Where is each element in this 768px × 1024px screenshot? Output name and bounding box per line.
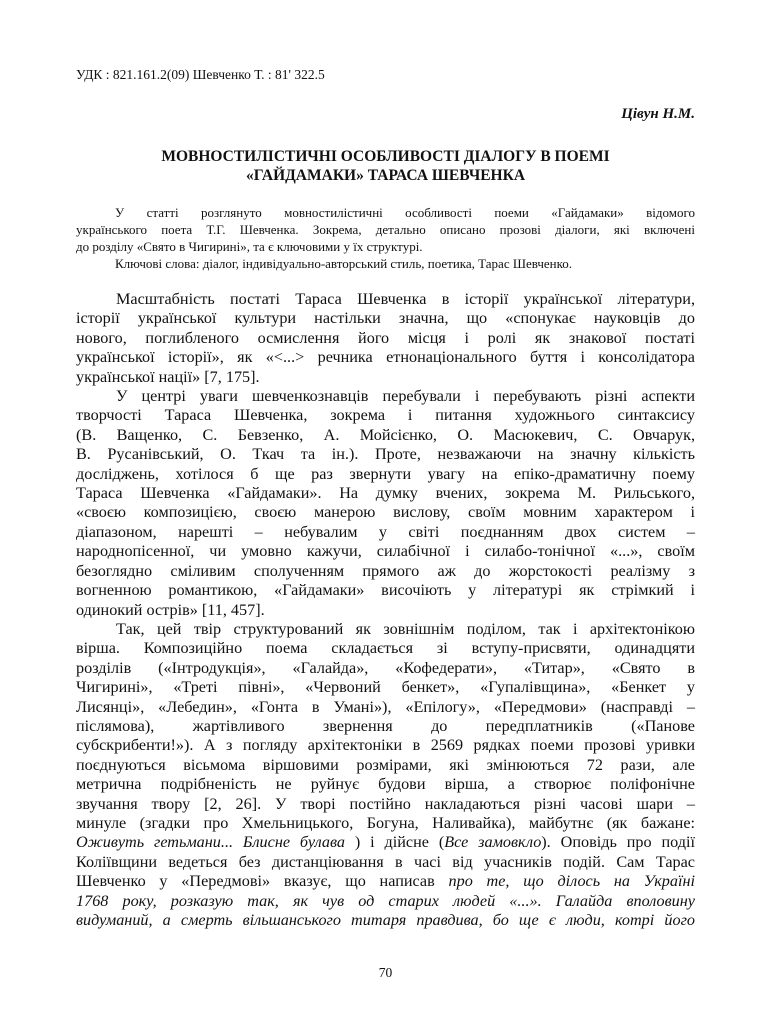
italic-quote: Все замовкло <box>444 833 542 852</box>
body-line: Лисянці», «Лебедин», «Гонта в Умані»), «Епілогу», «Передмови» (насправді – <box>76 697 695 716</box>
body-line: У центрі уваги шевченкознавців перебували і перебувають різні аспекти <box>116 387 695 406</box>
body-text-fragment: ) і дійсне ( <box>344 833 445 852</box>
body-line: минуле (згадки про Хмельницького, Богуна, Наливайка), майбутнє (як бажане: <box>76 813 695 832</box>
author-name: Цівун Н.М. <box>621 106 695 122</box>
body-line <box>76 892 695 911</box>
italic-quote: видуманий, а смерть вільшанського титаря правдива, бо ще є люди, котрі його <box>76 911 695 929</box>
body-line: народнопісенної, чи умовно кажучи, силабічної і силабо-тонічної «...», своїм <box>76 542 695 561</box>
body-line: Масштабність постаті Тараса Шевченка в історії української літератури, <box>116 290 695 308</box>
body-text-fragment: Шевченко у «Передмові» вказує, що написав <box>76 872 449 891</box>
abstract <box>76 204 695 272</box>
body-line: творчості Тараса Шевченка, зокрема і питання художнього синтаксису <box>76 406 695 425</box>
body-line: Так, цей твір структурований як зовнішнім поділом, так і архітектонікою <box>116 619 695 638</box>
abstract-line: У статті розглянуто мовностилістичні особливості поеми «Гайдамаки» відомого <box>115 205 695 220</box>
title-line-2: «ГАЙДАМАКИ» ТАРАСА ШЕВЧЕНКА <box>245 167 526 184</box>
body-line: (В. Ващенко, С. Бевзенко, А. Мойсієнко, О. Масюкевич, С. Овчарук, <box>76 425 695 444</box>
abstract-line: українського поета Т.Г. Шевченка. Зокрема, детально описано прозові діалоги, які включені <box>76 222 695 237</box>
body-line: розділів («Інтродукція», «Галайда», «Кофедерати», «Титар», «Свято в <box>76 658 695 677</box>
body-line: досліджень, хотілося б ще раз звернути увагу на епіко-драматичну поему <box>76 464 695 483</box>
body-line: української історії», як «<...> речника етнонаціонального буття і консолідатора <box>76 348 695 367</box>
body-line <box>76 872 695 891</box>
body-line <box>76 911 695 930</box>
article-body <box>76 290 695 930</box>
body-line: Чигирині», «Треті півні», «Червоний бенкет», «Гупалівщина», «Бенкет у <box>76 678 695 697</box>
title-line-1: МОВНОСТИЛІСТИЧНІ ОСОБЛИВОСТІ ДІАЛОГУ В ПОЕМІ <box>161 148 610 165</box>
body-line: Коліївщини ведеться без дистанціювання в часі від учасників подій. Сам Тарас <box>76 852 695 871</box>
body-text-fragment: ). Оповідь про події <box>541 833 695 852</box>
udk-code: УДК : 821.161.2(09) Шевченко Т. : 81' 322.5 <box>76 67 325 82</box>
body-line: Тараса Шевченка «Гайдамаки». На думку вчених, зокрема М. Рильського, <box>76 484 695 503</box>
body-line: діапазоном, нарешті – небувалим у світі поєднанням двох систем – <box>76 522 695 541</box>
paper-page <box>76 0 695 1024</box>
italic-quote: про те, що ділось на Україні <box>448 872 696 891</box>
body-line: післямова), жартівливого звернення до передплатників («Панове <box>76 716 695 735</box>
body-line: нового, поглибленого осмислення його місця і ролі як знакової постаті <box>76 328 695 347</box>
body-line: одинокий острів» [11, 457]. <box>76 600 265 619</box>
body-line: вогненною романтикою, «Гайдамаки» височіють у літературі як стрімкий і <box>76 581 695 600</box>
italic-quote: 1768 року, розказую так, як чув од старих людей «...». Галайда вполовину <box>76 891 695 910</box>
body-line: української нації» [7, 175]. <box>76 367 260 386</box>
body-line: «своєю композицією, своєю манерою вислову, своїм мовним характером і <box>76 503 695 522</box>
italic-quote: Оживуть гетьмани... Блисне булава <box>76 833 345 852</box>
body-line: історії української культури настільки значна, що «спонукає науковців до <box>76 309 695 328</box>
body-line: звучання твору [2, 26]. У творі постійно накладаються різні часові шари – <box>76 794 695 813</box>
abstract-line: до розділу «Свято в Чигирині», та є ключовими у їх структурі. <box>76 239 423 254</box>
body-line: вірша. Композиційно поема складається зі вступу-присвяти, одинадцяти <box>76 639 695 658</box>
page-number: 70 <box>378 965 393 980</box>
body-line: поєднуються вісьмома віршовими розмірами, які змінюються 72 рази, але <box>76 755 695 774</box>
body-line: метрична подрібненість не руйнує будови вірша, а створює поліфонічне <box>76 775 695 794</box>
body-line: субскрибенти!»). А з погляду архітектоніки в 2569 рядках поеми прозові уривки <box>76 736 695 755</box>
body-line: В. Русанівський, О. Ткач та ін.). Проте, незважаючи на значну кількість <box>76 445 695 464</box>
body-line <box>76 833 695 852</box>
body-line: безоглядно сміливим сполученням прямого аж до жорстокості реалізму з <box>76 561 695 580</box>
article-title <box>76 147 695 185</box>
keywords: Ключові слова: діалог, індивідуально-авторський стиль, поетика, Тарас Шевченко. <box>115 256 573 271</box>
